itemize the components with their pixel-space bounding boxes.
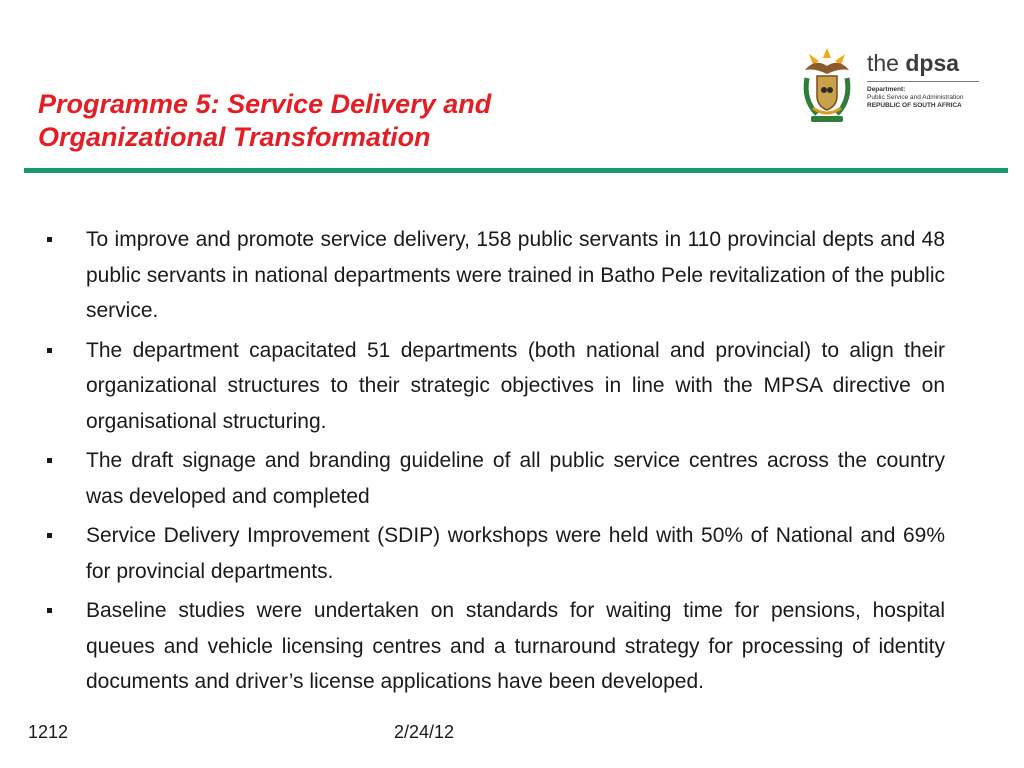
slide-number: 1212 <box>28 722 69 742</box>
coat-of-arms-icon <box>795 44 859 126</box>
bullet-square-icon <box>47 533 52 538</box>
bullet-square-icon <box>47 237 52 242</box>
bullet-square-icon <box>47 458 52 463</box>
bullet-item <box>45 518 945 589</box>
title-divider <box>24 168 1008 173</box>
brand-wordmark <box>867 50 959 77</box>
slide-title-line-2: Organizational Transformation <box>38 122 431 152</box>
bullet-item <box>45 593 945 700</box>
bullet-text: The department capacitated 51 departments (both national and provincial) to align their organizational structures to their strategic objectives in line with the MPSA directive on organisational structuring. <box>86 338 945 433</box>
slide-title-line-1: Programme 5: Service Delivery and <box>38 89 492 119</box>
slide-title <box>38 88 738 154</box>
bullet-text: Baseline studies were undertaken on standards for waiting time for pensions, hospital queues and vehicle licensing centres and a turnaround strategy for processing of identity documents and driver’s license applications have been developed. <box>86 599 945 693</box>
bullet-text: The draft signage and branding guideline of all public service centres across the country was developed and completed <box>86 449 945 508</box>
logo-subtitle-3: REPUBLIC OF SOUTH AFRICA <box>867 102 962 109</box>
bullet-list <box>45 222 945 704</box>
bullet-square-icon <box>47 608 52 613</box>
bullet-square-icon <box>47 348 52 353</box>
logo-subtitle-1: Department: <box>867 86 906 93</box>
brand-the: the <box>867 50 906 76</box>
dpsa-logo <box>795 44 985 126</box>
brand-dpsa: dpsa <box>905 50 960 76</box>
bullet-item <box>45 222 945 329</box>
brand-divider <box>867 81 979 82</box>
slide-date: 2/24/12 <box>394 722 455 742</box>
bullet-item <box>45 333 945 440</box>
bullet-item <box>45 443 945 514</box>
logo-subtitle-2: Public Service and Administration <box>867 94 964 101</box>
bullet-text: Service Delivery Improvement (SDIP) workshops were held with 50% of National and 69% for provincial departments. <box>86 524 945 583</box>
bullet-text: To improve and promote service delivery, 158 public servants in 110 provincial depts and 48 public servants in national departments were trained in Batho Pele revitalization of the public service. <box>86 228 945 322</box>
